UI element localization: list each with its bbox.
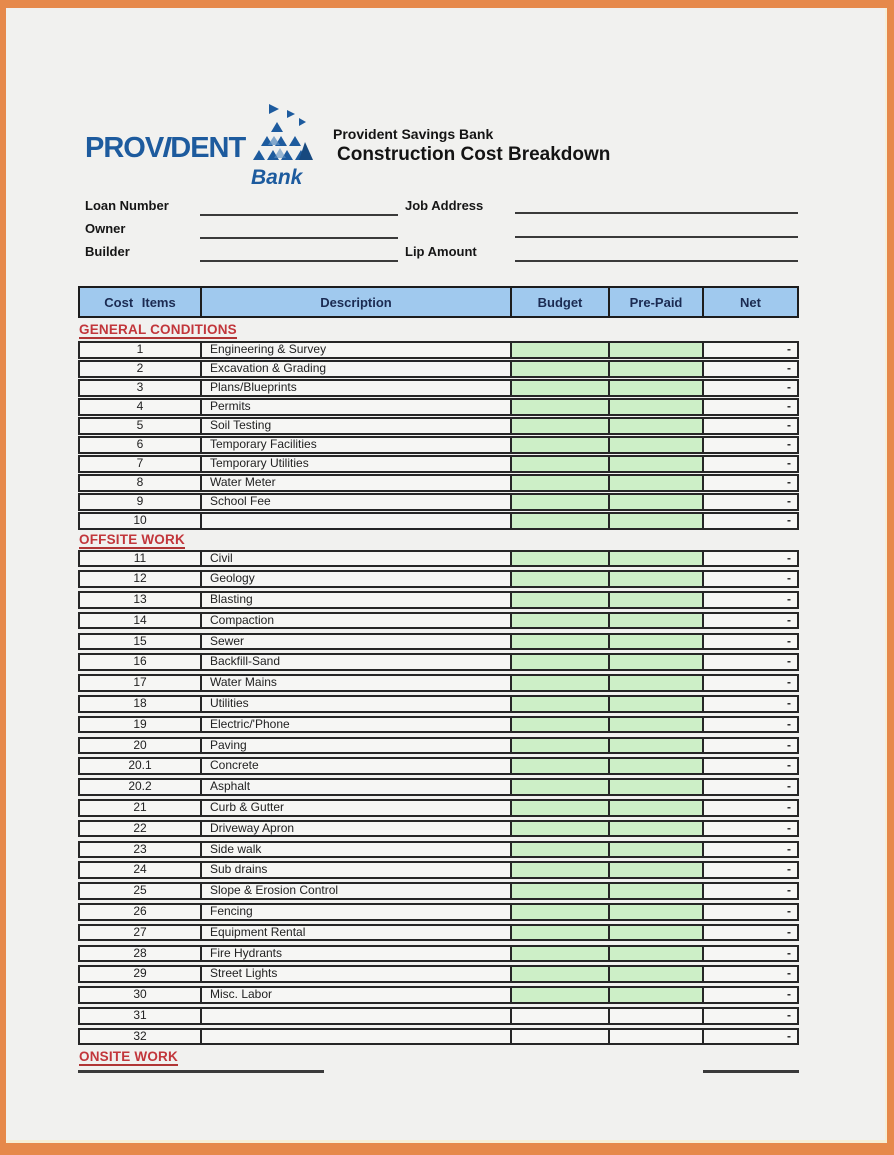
cost-item-number: 25: [80, 884, 202, 898]
prepaid-cell[interactable]: [610, 362, 704, 376]
prepaid-cell[interactable]: [610, 400, 704, 414]
prepaid-cell[interactable]: [610, 457, 704, 471]
job-address-input-line-2[interactable]: [515, 236, 798, 238]
table-row: [78, 757, 799, 775]
net-cell[interactable]: -: [787, 821, 791, 835]
prepaid-cell[interactable]: [610, 419, 704, 433]
cost-item-number: 23: [80, 843, 202, 857]
cost-item-number: 18: [80, 697, 202, 711]
description-cell: Utilities: [202, 697, 512, 711]
description-cell: Electric/'Phone: [202, 718, 512, 732]
budget-cell[interactable]: [512, 822, 610, 836]
provident-logo: [85, 134, 315, 194]
cost-item-number: 3: [80, 381, 202, 395]
net-cell[interactable]: -: [787, 419, 791, 432]
lip-amount-label: Lip Amount: [405, 244, 477, 259]
description-cell: Water Meter: [202, 476, 512, 490]
budget-cell[interactable]: [512, 438, 610, 452]
net-cell[interactable]: -: [787, 738, 791, 752]
prepaid-cell[interactable]: [610, 572, 704, 586]
owner-label: Owner: [85, 221, 126, 236]
budget-cell[interactable]: [512, 495, 610, 509]
net-cell[interactable]: -: [787, 593, 791, 607]
prepaid-cell[interactable]: [610, 476, 704, 490]
table-row: [78, 841, 799, 859]
description-cell: Sewer: [202, 635, 512, 649]
table-row: [78, 778, 799, 796]
table-row: [78, 379, 799, 397]
description-cell: [202, 514, 512, 528]
budget-cell[interactable]: [512, 739, 610, 753]
cost-item-number: 11: [80, 552, 202, 566]
description-cell: Excavation & Grading: [202, 362, 512, 376]
job-address-label: Job Address: [405, 198, 484, 213]
prepaid-cell[interactable]: [610, 947, 704, 961]
budget-cell[interactable]: [512, 676, 610, 690]
onsite-work-heading: ONSITE WORK: [79, 1049, 178, 1065]
table-row: [78, 360, 799, 378]
budget-cell[interactable]: [512, 593, 610, 607]
budget-cell[interactable]: [512, 801, 610, 815]
description-cell: [202, 1009, 512, 1023]
cost-item-number: 28: [80, 947, 202, 961]
description-cell: Concrete: [202, 759, 512, 773]
cost-item-number: 8: [80, 476, 202, 490]
budget-cell[interactable]: [512, 863, 610, 877]
table-row: [78, 799, 799, 817]
description-cell: Sub drains: [202, 863, 512, 877]
cost-item-number: 31: [80, 1009, 202, 1023]
section-heading-label: GENERAL CONDITIONS: [79, 322, 237, 337]
table-row: [78, 398, 799, 416]
prepaid-cell[interactable]: [610, 697, 704, 711]
cost-item-number: 22: [80, 822, 202, 836]
cost-item-number: 20.1: [80, 759, 202, 773]
prepaid-cell[interactable]: [610, 988, 704, 1002]
cost-item-number: 32: [80, 1030, 202, 1044]
prepaid-cell[interactable]: [610, 514, 704, 528]
net-cell[interactable]: -: [787, 988, 791, 1002]
table-row: [78, 612, 799, 630]
cost-item-number: 15: [80, 635, 202, 649]
table-row: [78, 1028, 799, 1046]
net-cell[interactable]: -: [787, 514, 791, 527]
budget-cell[interactable]: [512, 655, 610, 669]
logo-wordmark: PROVIDENT: [85, 132, 246, 164]
net-cell[interactable]: -: [787, 634, 791, 648]
prepaid-cell[interactable]: [610, 884, 704, 898]
cost-item-number: 26: [80, 905, 202, 919]
net-cell[interactable]: -: [787, 381, 791, 394]
budget-cell[interactable]: [512, 905, 610, 919]
budget-cell[interactable]: [512, 614, 610, 628]
builder-label: Builder: [85, 244, 130, 259]
prepaid-cell[interactable]: [610, 863, 704, 877]
description-cell: Fencing: [202, 905, 512, 919]
table-row: [78, 591, 799, 609]
cost-item-number: 20.2: [80, 780, 202, 794]
description-cell: Side walk: [202, 843, 512, 857]
description-cell: Driveway Apron: [202, 822, 512, 836]
section-heading: [79, 532, 799, 548]
loan-number-input-line[interactable]: [200, 214, 398, 216]
table-row: [78, 417, 799, 435]
table-row: [78, 653, 799, 671]
cost-table: [78, 286, 799, 1076]
cost-item-number: 20: [80, 739, 202, 753]
cost-item-number: 6: [80, 438, 202, 452]
description-cell: Engineering & Survey: [202, 343, 512, 357]
net-cell[interactable]: -: [787, 457, 791, 470]
budget-cell[interactable]: [512, 381, 610, 395]
cost-item-number: 2: [80, 362, 202, 376]
description-cell: Backfill-Sand: [202, 655, 512, 669]
prepaid-cell[interactable]: [610, 614, 704, 628]
description-cell: Plans/Blueprints: [202, 381, 512, 395]
budget-cell[interactable]: [512, 1030, 610, 1044]
net-cell[interactable]: -: [787, 925, 791, 939]
description-cell: Temporary Utilities: [202, 457, 512, 471]
table-row: [78, 550, 799, 568]
prepaid-cell[interactable]: [610, 801, 704, 815]
description-cell: Asphalt: [202, 780, 512, 794]
net-cell[interactable]: -: [787, 613, 791, 627]
cost-item-number: 16: [80, 655, 202, 669]
cost-item-number: 10: [80, 514, 202, 528]
description-cell: Curb & Gutter: [202, 801, 512, 815]
cost-item-number: 30: [80, 988, 202, 1002]
description-cell: Permits: [202, 400, 512, 414]
description-cell: [202, 1030, 512, 1044]
budget-cell[interactable]: [512, 1009, 610, 1023]
loan-number-label: Loan Number: [85, 198, 169, 213]
budget-cell[interactable]: [512, 635, 610, 649]
net-cell[interactable]: -: [787, 884, 791, 898]
table-row: [78, 633, 799, 651]
cost-item-number: 19: [80, 718, 202, 732]
prepaid-cell[interactable]: [610, 1009, 704, 1023]
description-cell: Blasting: [202, 593, 512, 607]
net-cell[interactable]: -: [787, 842, 791, 856]
budget-cell[interactable]: [512, 947, 610, 961]
prepaid-cell[interactable]: [610, 780, 704, 794]
table-row: [78, 674, 799, 692]
table-row: [78, 945, 799, 963]
description-cell: Soil Testing: [202, 419, 512, 433]
table-row: [78, 512, 799, 530]
net-cell[interactable]: -: [787, 438, 791, 451]
prepaid-cell[interactable]: [610, 593, 704, 607]
description-cell: Fire Hydrants: [202, 947, 512, 961]
budget-cell[interactable]: [512, 884, 610, 898]
budget-cell[interactable]: [512, 362, 610, 376]
budget-cell[interactable]: [512, 988, 610, 1002]
net-cell[interactable]: -: [787, 1029, 791, 1043]
subtotal-line-right[interactable]: [703, 1070, 799, 1073]
col-header-cost-items: Cost Items: [80, 288, 202, 316]
bank-name: Provident Savings Bank: [333, 126, 494, 142]
net-cell[interactable]: -: [787, 572, 791, 586]
cost-item-number: 27: [80, 926, 202, 940]
budget-cell[interactable]: [512, 780, 610, 794]
section-heading: [79, 322, 799, 338]
description-cell: Civil: [202, 552, 512, 566]
subtotal-line-left[interactable]: [78, 1070, 324, 1073]
prepaid-cell[interactable]: [610, 552, 704, 566]
table-row: [78, 986, 799, 1004]
budget-cell[interactable]: [512, 572, 610, 586]
prepaid-cell[interactable]: [610, 655, 704, 669]
budget-cell[interactable]: [512, 419, 610, 433]
cost-item-number: 24: [80, 863, 202, 877]
table-row: [78, 695, 799, 713]
net-cell[interactable]: -: [787, 551, 791, 565]
description-cell: Street Lights: [202, 967, 512, 981]
net-cell[interactable]: -: [787, 362, 791, 375]
col-header-pre-paid: Pre-Paid: [610, 288, 704, 316]
cost-item-number: 21: [80, 801, 202, 815]
table-row: [78, 882, 799, 900]
cost-item-number: 14: [80, 614, 202, 628]
table-row: [78, 474, 799, 492]
net-cell[interactable]: -: [787, 676, 791, 690]
onsite-work-lines: [78, 1068, 799, 1076]
table-row: [78, 1007, 799, 1025]
net-cell[interactable]: -: [787, 476, 791, 489]
prepaid-cell[interactable]: [610, 635, 704, 649]
table-row: [78, 903, 799, 921]
budget-cell[interactable]: [512, 843, 610, 857]
net-cell[interactable]: -: [787, 780, 791, 794]
prepaid-cell[interactable]: [610, 495, 704, 509]
net-cell[interactable]: -: [787, 1009, 791, 1023]
table-row: [78, 436, 799, 454]
table-header: [78, 286, 799, 318]
budget-cell[interactable]: [512, 400, 610, 414]
prepaid-cell[interactable]: [610, 1030, 704, 1044]
net-cell[interactable]: -: [787, 946, 791, 960]
cost-item-number: 5: [80, 419, 202, 433]
table-row: [78, 965, 799, 983]
table-row: [78, 716, 799, 734]
budget-cell[interactable]: [512, 476, 610, 490]
net-cell[interactable]: -: [787, 697, 791, 711]
table-row: [78, 455, 799, 473]
prepaid-cell[interactable]: [610, 718, 704, 732]
net-cell[interactable]: -: [787, 655, 791, 669]
prepaid-cell[interactable]: [610, 967, 704, 981]
net-cell[interactable]: -: [787, 801, 791, 815]
cost-item-number: 29: [80, 967, 202, 981]
net-cell[interactable]: -: [787, 400, 791, 413]
prepaid-cell[interactable]: [610, 739, 704, 753]
prepaid-cell[interactable]: [610, 843, 704, 857]
budget-cell[interactable]: [512, 759, 610, 773]
budget-cell[interactable]: [512, 457, 610, 471]
cost-item-number: 7: [80, 457, 202, 471]
description-cell: School Fee: [202, 495, 512, 509]
budget-cell[interactable]: [512, 697, 610, 711]
cost-item-number: 17: [80, 676, 202, 690]
net-cell[interactable]: -: [787, 343, 791, 356]
prepaid-cell[interactable]: [610, 822, 704, 836]
table-row: [78, 341, 799, 359]
net-cell[interactable]: -: [787, 759, 791, 773]
cost-item-number: 4: [80, 400, 202, 414]
net-cell[interactable]: -: [787, 863, 791, 877]
budget-cell[interactable]: [512, 552, 610, 566]
description-cell: Misc. Labor: [202, 988, 512, 1002]
budget-cell[interactable]: [512, 967, 610, 981]
description-cell: Equipment Rental: [202, 926, 512, 940]
description-cell: Geology: [202, 572, 512, 586]
lip-amount-input-line[interactable]: [515, 260, 798, 262]
description-cell: Water Mains: [202, 676, 512, 690]
cost-item-number: 12: [80, 572, 202, 586]
prepaid-cell[interactable]: [610, 759, 704, 773]
prepaid-cell[interactable]: [610, 438, 704, 452]
page-title: Construction Cost Breakdown: [337, 144, 611, 165]
builder-input-line[interactable]: [200, 260, 398, 262]
table-row: [78, 820, 799, 838]
section-heading-label: OFFSITE WORK: [79, 531, 185, 547]
col-header-description: Description: [202, 288, 512, 316]
budget-cell[interactable]: [512, 343, 610, 357]
table-row: [78, 737, 799, 755]
table-row: [78, 570, 799, 588]
description-cell: Slope & Erosion Control: [202, 884, 512, 898]
logo-bank-label: Bank: [251, 166, 303, 189]
budget-cell[interactable]: [512, 718, 610, 732]
cost-item-number: 13: [80, 593, 202, 607]
prepaid-cell[interactable]: [610, 676, 704, 690]
description-cell: Paving: [202, 739, 512, 753]
table-sections: [78, 322, 799, 1045]
prepaid-cell[interactable]: [610, 343, 704, 357]
description-cell: Temporary Facilities: [202, 438, 512, 452]
net-cell[interactable]: -: [787, 967, 791, 981]
net-cell[interactable]: -: [787, 905, 791, 919]
col-header-net: Net: [740, 294, 761, 310]
table-row: [78, 861, 799, 879]
description-cell: Compaction: [202, 614, 512, 628]
budget-cell[interactable]: [512, 514, 610, 528]
prepaid-cell[interactable]: [610, 926, 704, 940]
prepaid-cell[interactable]: [610, 381, 704, 395]
table-row: [78, 493, 799, 511]
job-address-input-line[interactable]: [515, 212, 798, 214]
cost-item-number: 9: [80, 495, 202, 509]
col-header-budget: Budget: [512, 288, 610, 316]
table-row: [78, 924, 799, 942]
owner-input-line[interactable]: [200, 237, 398, 239]
cost-item-number: 1: [80, 343, 202, 357]
prepaid-cell[interactable]: [610, 905, 704, 919]
net-cell[interactable]: -: [787, 495, 791, 508]
net-cell[interactable]: -: [787, 717, 791, 731]
budget-cell[interactable]: [512, 926, 610, 940]
